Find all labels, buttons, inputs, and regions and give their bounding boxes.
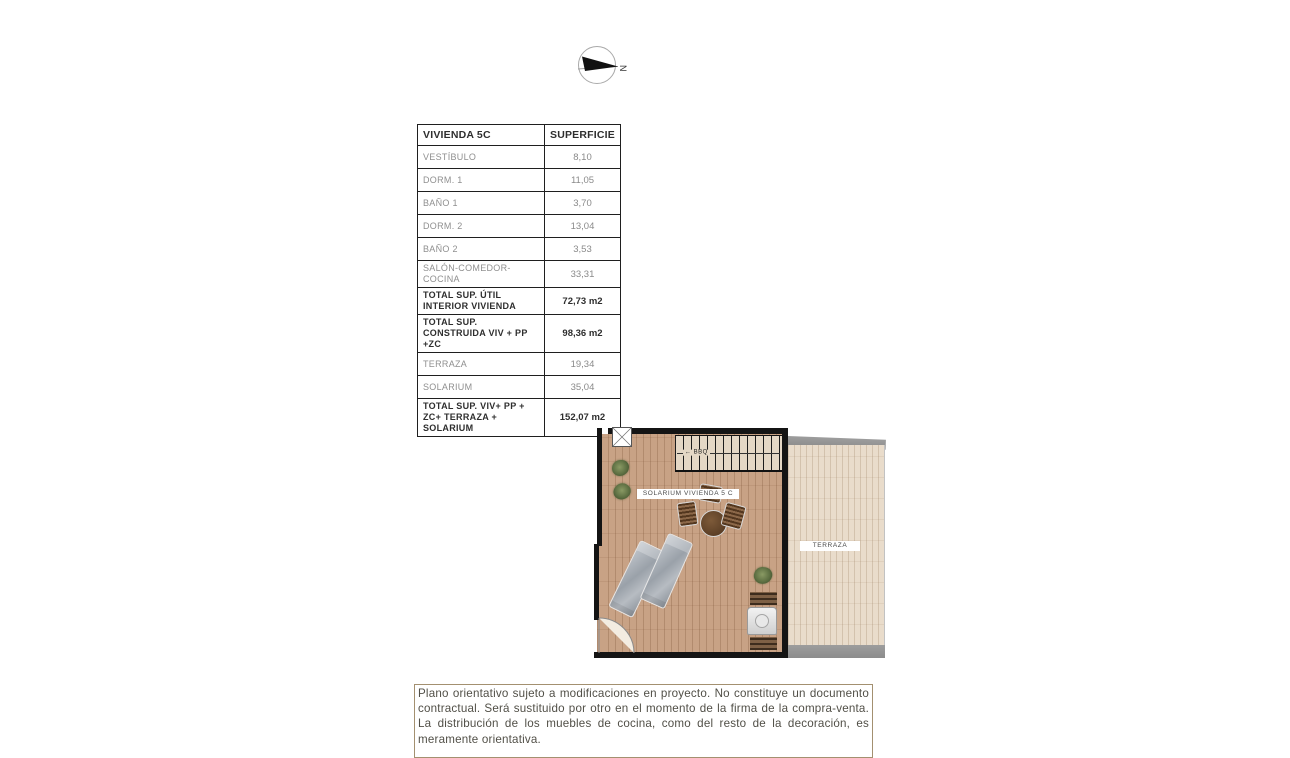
stairs xyxy=(675,435,782,472)
table-row xyxy=(418,238,621,261)
shaft-box xyxy=(612,427,632,447)
compass-north-indicator xyxy=(576,40,632,92)
floor-plan xyxy=(595,426,887,660)
room-area-value: 3,70 xyxy=(544,192,620,215)
mat xyxy=(750,592,777,605)
room-area-value: 3,53 xyxy=(544,238,620,261)
room-label: TERRAZA xyxy=(418,353,545,376)
table-header-unit: VIVIENDA 5C xyxy=(418,125,545,146)
grill xyxy=(747,607,777,635)
room-label: TOTAL SUP. VIV+ PP + ZC+ TERRAZA + SOLARIUM xyxy=(418,399,545,437)
room-label: SOLARIUM xyxy=(418,376,545,399)
room-label: VESTÍBULO xyxy=(418,146,545,169)
wall-left-lower xyxy=(594,544,599,620)
room-area-value: 72,73 m2 xyxy=(544,288,620,315)
terraza-bottom-parapet xyxy=(788,645,885,658)
room-area-value: 98,36 m2 xyxy=(544,315,620,353)
room-area-value: 19,34 xyxy=(544,353,620,376)
table-row xyxy=(418,315,621,353)
mat xyxy=(750,637,777,650)
grill-knob xyxy=(755,614,769,628)
room-label: DORM. 2 xyxy=(418,215,545,238)
room-area-value: 33,31 xyxy=(544,261,620,288)
room-label: BAÑO 1 xyxy=(418,192,545,215)
table-header-row xyxy=(418,125,621,146)
room-area-value: 152,07 m2 xyxy=(544,399,620,437)
wall-left-upper xyxy=(597,428,602,546)
x-shaft-icon xyxy=(612,427,632,447)
disclaimer-box xyxy=(414,684,873,758)
table-row xyxy=(418,146,621,169)
table-row xyxy=(418,353,621,376)
compass-icon xyxy=(576,40,632,92)
room-label: TOTAL SUP. CONSTRUIDA VIV + PP +ZC xyxy=(418,315,545,353)
disclaimer-text: Plano orientativo sujeto a modificaciones en proyecto. No constituye un documento contractual. Será sustituido por otro en el momento de la firma de la compra-venta. La distribución de los muebles de cocina, como del resto de la decoración, es meramente orientativa. xyxy=(418,687,869,746)
table-row xyxy=(418,376,621,399)
table-row xyxy=(418,288,621,315)
room-label: BAÑO 2 xyxy=(418,238,545,261)
room-area-value: 11,05 xyxy=(544,169,620,192)
room-area-value: 13,04 xyxy=(544,215,620,238)
compass-north-letter: N xyxy=(618,65,628,72)
table-row xyxy=(418,399,621,437)
table-row xyxy=(418,169,621,192)
surface-area-table xyxy=(417,124,621,437)
room-label: SALÓN-COMEDOR-COCINA xyxy=(418,261,545,288)
door-swing-icon xyxy=(595,616,635,656)
room-label: TOTAL SUP. ÚTIL INTERIOR VIVIENDA xyxy=(418,288,545,315)
room-area-value: 35,04 xyxy=(544,376,620,399)
stairs-arrow-icon: ← xyxy=(685,449,692,456)
table-row xyxy=(418,261,621,288)
chair xyxy=(676,501,698,527)
wall-solarium-terraza xyxy=(782,428,788,658)
solarium-label: SOLARIUM VIVIENDA 5 C xyxy=(637,489,739,499)
terraza-label: TERRAZA xyxy=(800,541,860,551)
area-table-body xyxy=(418,146,621,437)
room-label: DORM. 1 xyxy=(418,169,545,192)
table-row xyxy=(418,192,621,215)
stairs-bbq-label: ← BBQ xyxy=(685,449,708,456)
wall-top xyxy=(608,428,788,434)
room-area-value: 8,10 xyxy=(544,146,620,169)
table-row xyxy=(418,215,621,238)
table-header-surface: SUPERFICIE xyxy=(544,125,620,146)
